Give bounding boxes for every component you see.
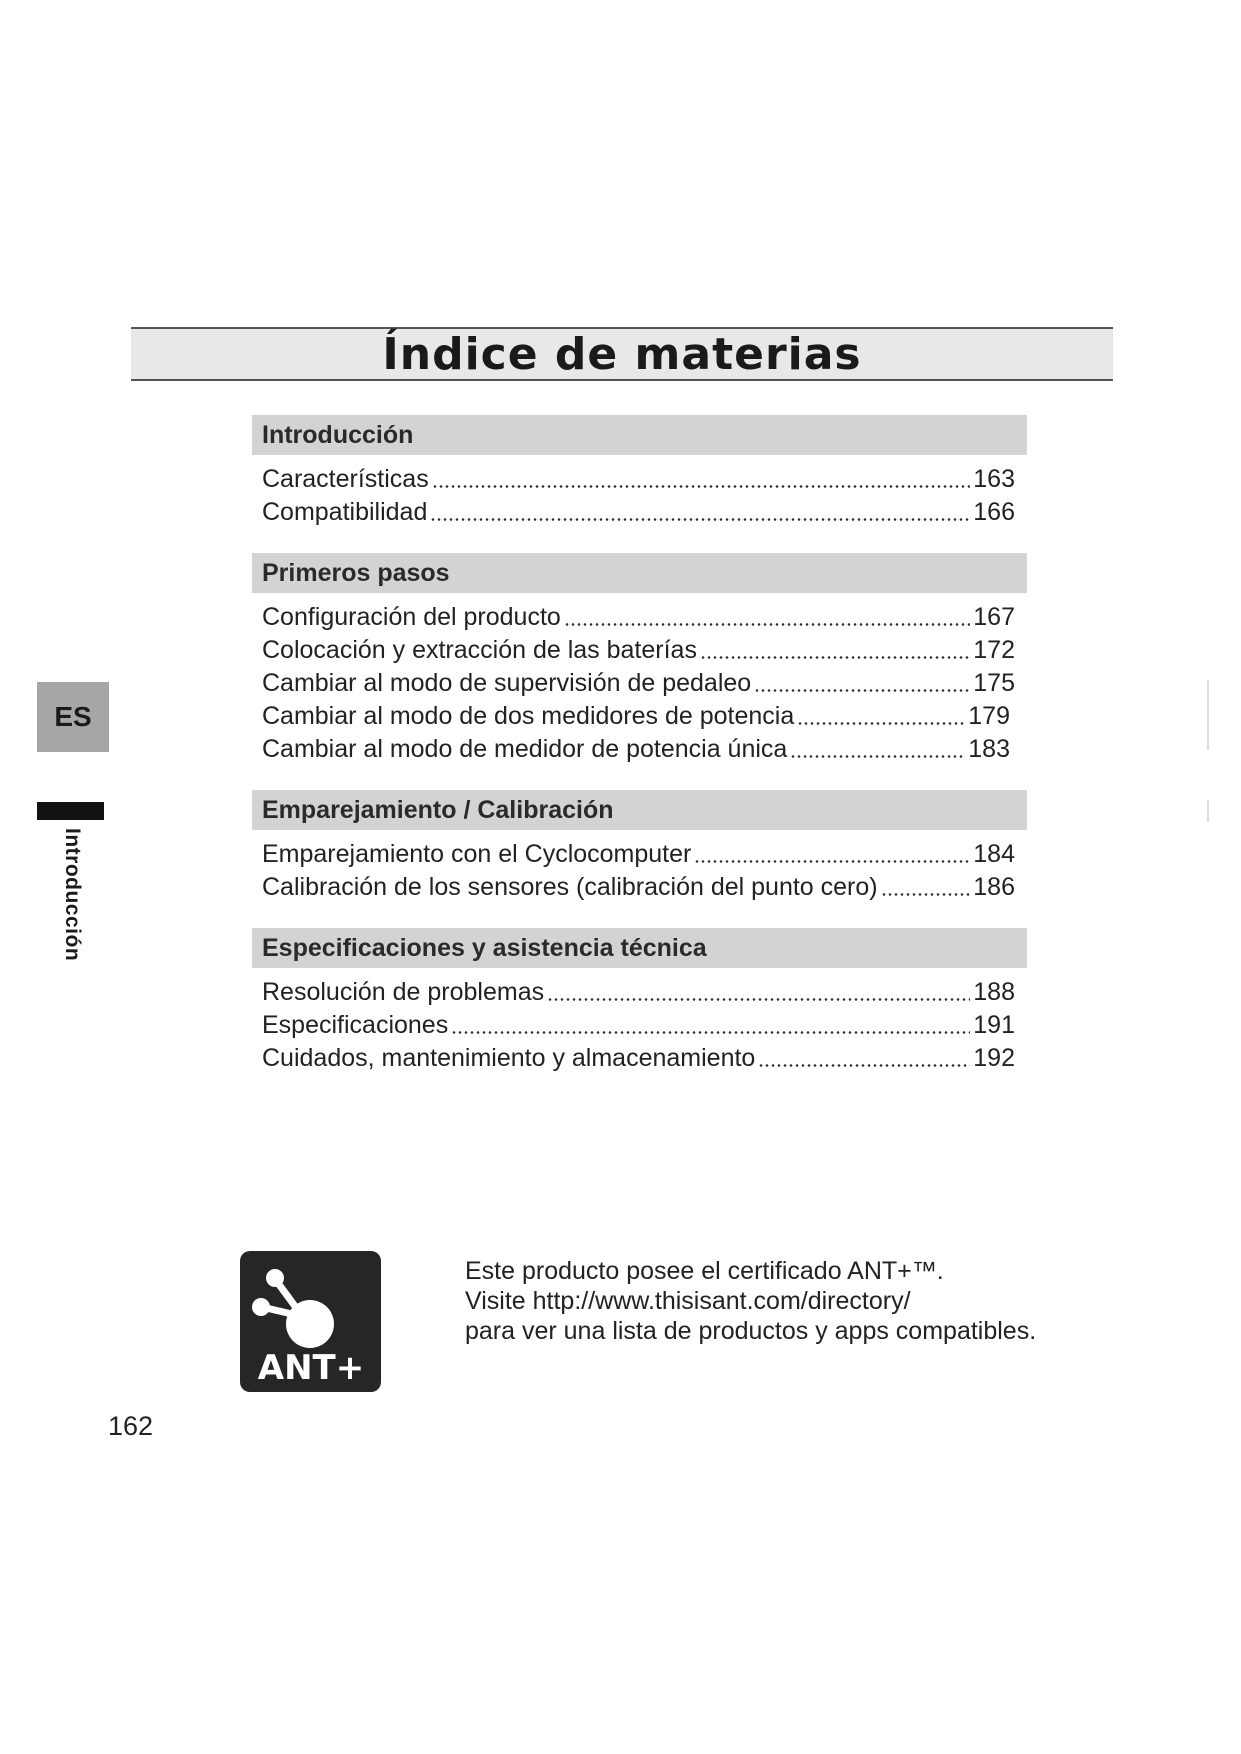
ant-note-line: Este producto posee el certificado ANT+™. bbox=[465, 1257, 944, 1285]
entry-label: Cambiar al modo de medidor de potencia única bbox=[262, 735, 788, 763]
dot-leader bbox=[564, 617, 970, 626]
toc-entry[interactable] bbox=[252, 461, 1027, 494]
dot-leader bbox=[451, 1025, 970, 1034]
dot-leader bbox=[754, 683, 970, 692]
ant-logo-text: ANT+ bbox=[257, 1348, 365, 1388]
toc-entry[interactable] bbox=[252, 1040, 1027, 1073]
edge-mark bbox=[1207, 680, 1209, 750]
entry-label: Configuración del producto bbox=[262, 603, 561, 631]
toc-entry[interactable] bbox=[252, 599, 1027, 632]
entry-page: 175 bbox=[973, 669, 1015, 697]
toc-entry[interactable] bbox=[252, 665, 1027, 698]
section-tab-label: Introducción bbox=[61, 828, 84, 962]
toc-entry[interactable] bbox=[252, 698, 1027, 731]
entry-page: 188 bbox=[973, 978, 1015, 1006]
dot-leader bbox=[758, 1058, 970, 1067]
entry-page: 163 bbox=[973, 465, 1015, 493]
dot-leader bbox=[790, 749, 965, 758]
dot-leader bbox=[700, 650, 970, 659]
ant-directory-link[interactable]: Visite http://www.thisisant.com/directory/ bbox=[465, 1287, 911, 1315]
section-heading: Primeros pasos bbox=[252, 553, 1027, 593]
entry-page: 183 bbox=[968, 735, 1010, 763]
entry-page: 172 bbox=[973, 636, 1015, 664]
dot-leader bbox=[547, 992, 970, 1001]
table-of-contents bbox=[252, 415, 1027, 1099]
ant-plus-logo bbox=[240, 1251, 381, 1392]
entry-label: Calibración de los sensores (calibración del punto cero) bbox=[262, 873, 878, 901]
page-number: 162 bbox=[108, 1411, 154, 1441]
toc-entry[interactable] bbox=[252, 731, 1027, 764]
entry-label: Cambiar al modo de dos medidores de potencia bbox=[262, 702, 795, 730]
entry-label: Cambiar al modo de supervisión de pedaleo bbox=[262, 669, 752, 697]
section-marker-bar bbox=[37, 802, 104, 820]
entry-label: Características bbox=[262, 465, 429, 493]
ant-note-line: para ver una lista de productos y apps compatibles. bbox=[465, 1317, 1037, 1345]
entry-page: 192 bbox=[973, 1044, 1015, 1072]
ant-plus-icon bbox=[240, 1251, 381, 1392]
page-title: Índice de materias bbox=[382, 328, 862, 380]
ant-certification-note bbox=[465, 1256, 1036, 1346]
toc-entry[interactable] bbox=[252, 974, 1027, 1007]
language-tab: ES bbox=[37, 682, 109, 752]
toc-section-emparejamiento bbox=[252, 790, 1027, 902]
section-heading: Emparejamiento / Calibración bbox=[252, 790, 1027, 830]
entry-label: Compatibilidad bbox=[262, 498, 428, 526]
dot-leader bbox=[881, 887, 971, 896]
entry-label: Emparejamiento con el Cyclocomputer bbox=[262, 840, 692, 868]
toc-section-especificaciones bbox=[252, 928, 1027, 1073]
entry-label: Cuidados, mantenimiento y almacenamiento bbox=[262, 1044, 756, 1072]
dot-leader bbox=[430, 512, 970, 521]
toc-section-introduccion bbox=[252, 415, 1027, 527]
entry-page: 186 bbox=[973, 873, 1015, 901]
dot-leader bbox=[694, 854, 970, 863]
entry-page: 167 bbox=[973, 603, 1015, 631]
section-heading: Introducción bbox=[252, 415, 1027, 455]
edge-mark bbox=[1207, 800, 1209, 822]
entry-page: 166 bbox=[973, 498, 1015, 526]
title-bar bbox=[131, 327, 1113, 381]
dot-leader bbox=[797, 716, 965, 725]
toc-section-primeros-pasos bbox=[252, 553, 1027, 764]
entry-page: 184 bbox=[973, 840, 1015, 868]
section-heading: Especificaciones y asistencia técnica bbox=[252, 928, 1027, 968]
toc-entry[interactable] bbox=[252, 1007, 1027, 1040]
toc-entry[interactable] bbox=[252, 494, 1027, 527]
entry-label: Colocación y extracción de las baterías bbox=[262, 636, 697, 664]
toc-entry[interactable] bbox=[252, 869, 1027, 902]
toc-entry[interactable] bbox=[252, 836, 1027, 869]
entry-label: Especificaciones bbox=[262, 1011, 449, 1039]
entry-page: 179 bbox=[968, 702, 1010, 730]
entry-page: 191 bbox=[973, 1011, 1015, 1039]
toc-entry[interactable] bbox=[252, 632, 1027, 665]
entry-label: Resolución de problemas bbox=[262, 978, 545, 1006]
dot-leader bbox=[432, 479, 971, 488]
